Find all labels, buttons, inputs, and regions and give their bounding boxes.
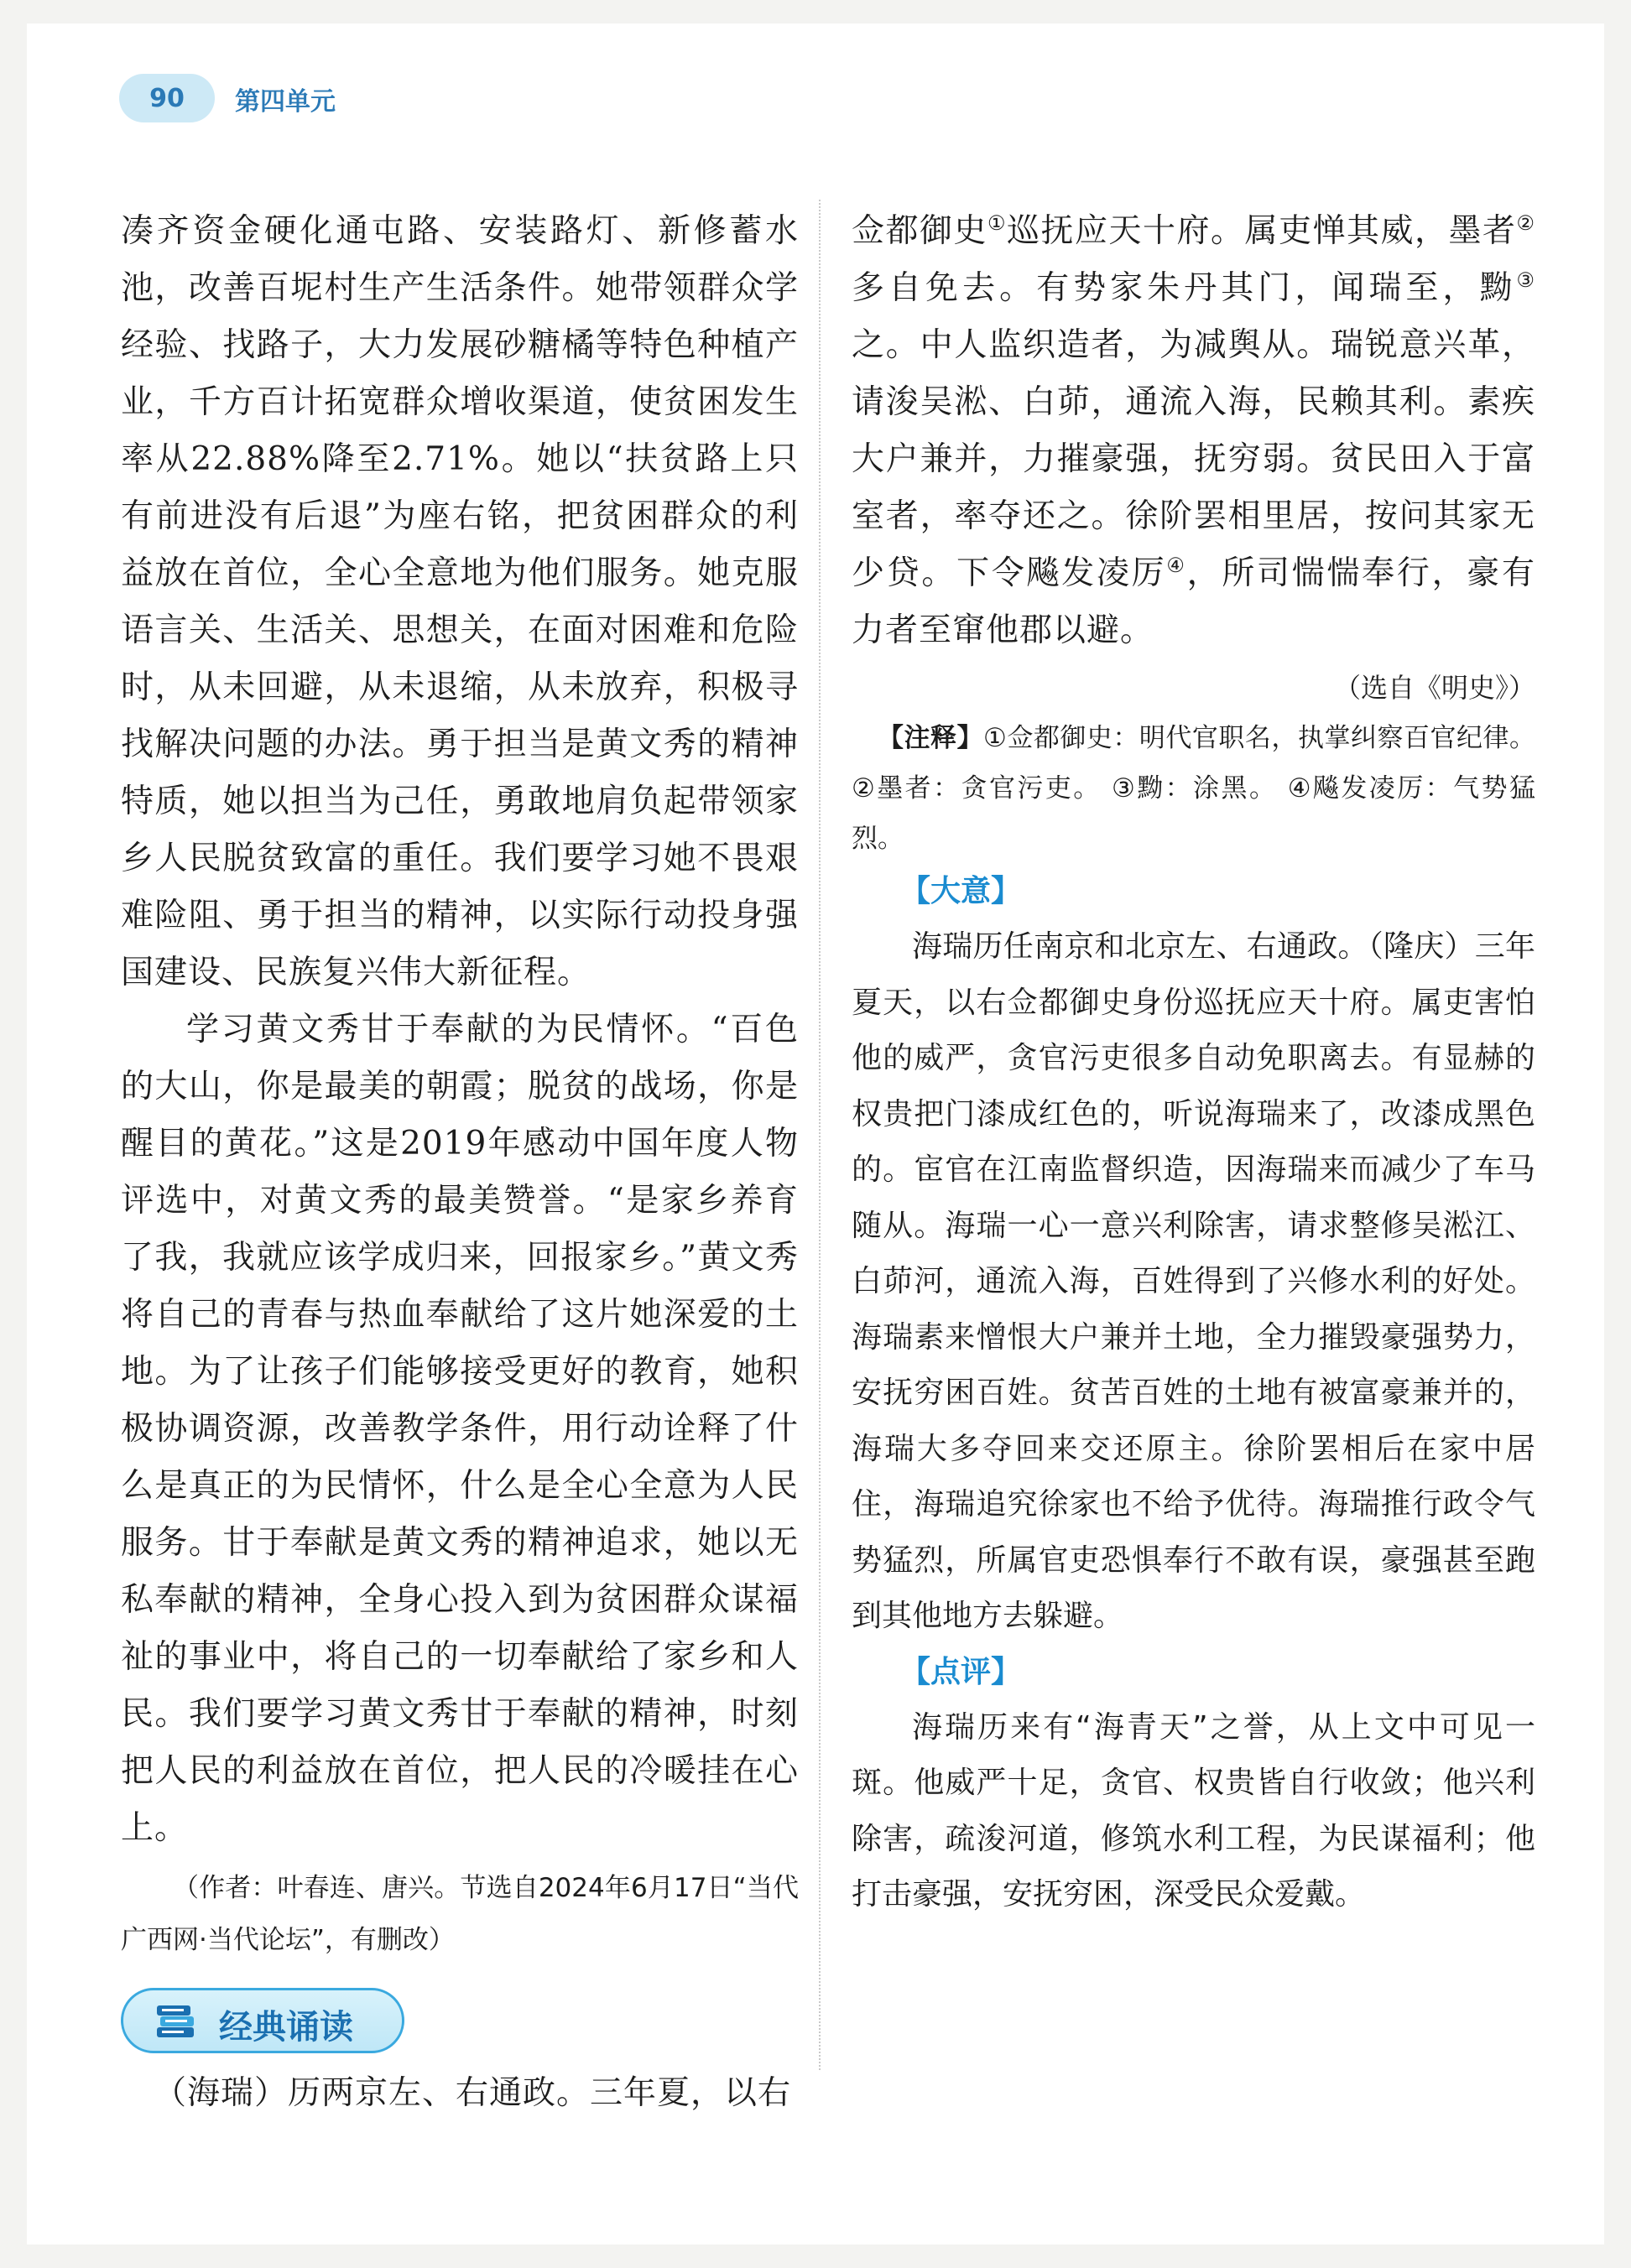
page-number: 90	[119, 74, 215, 122]
classic-seg-e: ，所司惴惴奉行，豪有力者至窜他郡以避。	[852, 554, 1535, 649]
article-paragraph-1: 凑齐资金硬化通屯路、安装路灯、新修蓄水池，改善百坭村生产生活条件。她带领群众学经验、找路子，大力发展砂糖橘等特色种植产业，千方百计拓宽群众增收渠道，使贫困发生率从22.88%降至2.71%。她以“扶贫路上只有前进没有后退”为座右铭，把贫困群众的利益放在首位，全心全意地为他们服务。她克服语言关、生活关、思想关，在面对困难和危险时，从未回避，从未退缩，从未放弃，积极寻找解决问题的办法。勇于担当是黄文秀的精神特质，她以担当为己任，勇敢地肩负起带领家乡人民脱贫致富的重任。我们要学习她不畏艰难险阻、勇于担当的精神，以实际行动投身强国建设、民族复兴伟大新征程。	[121, 212, 799, 991]
dayi-heading: 【大意】	[900, 874, 1022, 908]
dianping-heading: 【点评】	[900, 1654, 1022, 1689]
dayi-text: 海瑞历任南京和北京左、右通政。（隆庆）三年夏天，以右佥都御史身份巡抚应天十府。属吏害怕他的威严，贪官污吏很多自动免职离去。有显赫的权贵把门漆成红色的，听说海瑞来了，改漆成黑色的。宦官在江南监督织造，因海瑞来而减少了车马随从。海瑞一心一意兴利除害，请求整修吴淞江、白茆河，通流入海，百姓得到了兴修水利的好处。海瑞素来憎恨大户兼并土地，全力摧毁豪强势力，安抚穷困百姓。贫苦百姓的土地有被富豪兼并的，海瑞大多夺回来交还原主。徐阶罢相后在家中居住，海瑞追究徐家也不给予优待。海瑞推行政令气势猛烈，所属官吏恐惧奉行不敢有误，豪强甚至跑到其他地方去躲避。	[852, 929, 1535, 1633]
note-ref-3: ③	[1516, 268, 1535, 292]
dianping-text: 海瑞历来有“海青天”之誉，从上文中可见一斑。他威严十足，贪官、权贵皆自行收敛；他兴利除害，疏浚河道，修筑水利工程，为民谋福利；他打击豪强，安抚穷困，深受民众爱戴。	[852, 1709, 1535, 1912]
article-paragraph-2: 学习黄文秀甘于奉献的为民情怀。“百色的大山，你是最美的朝霞；脱贫的战场，你是醒目的黄花。”这是2019年感动中国年度人物评选中，对黄文秀的最美赞誉。“是家乡养育了我，我就应该学成归来，回报家乡。”黄文秀将自己的青春与热血奉献给了这片她深爱的土地。为了让孩子们能够接受更好的教育，她积极协调资源，改善教学条件，用行动诠释了什么是真正的为民情怀，什么是全心全意为人民服务。甘于奉献是黄文秀的精神追求，她以无私奉献的精神，全身心投入到为贫困群众谋福祉的事业中，将自己的一切奉献给了家乡和人民。我们要学习黄文秀甘于奉献的精神，时刻把人民的利益放在首位，把人民的冷暖挂在心上。	[121, 1011, 799, 1847]
note-ref-2: ②	[1516, 211, 1535, 235]
classic-seg-c: 多自免去。有势家朱丹其门，闻瑞至，黝	[852, 269, 1517, 307]
note-ref-1: ①	[987, 211, 1008, 235]
column-divider	[819, 200, 821, 2070]
classic-source: （选自《明史》）	[1333, 672, 1535, 704]
unit-title: 第四单元	[235, 87, 336, 117]
banner-title: 经典诵读	[219, 2008, 353, 2047]
notes-label: 【注释】	[878, 723, 984, 753]
note-ref-4: ④	[1166, 554, 1187, 577]
classic-text	[852, 203, 1535, 659]
notes-text: ①佥都御史：明代官职名，执掌纠察百官纪律。 ②墨者：贪官污吏。 ③黝：涂黑。 ④飚发凌厉：气势猛烈。	[852, 723, 1536, 854]
notes-section	[852, 713, 1535, 864]
classic-reading-banner	[121, 1988, 404, 2053]
classic-text-start: （海瑞）历两京左、右通政。三年夏，以右	[154, 2074, 792, 2112]
page	[27, 23, 1604, 2245]
books-icon	[154, 2002, 197, 2041]
classic-seg-d: 之。中人监织造者，为减舆从。瑞锐意兴革，请浚吴淞、白茆，通流入海，民赖其利。素疾大户兼并，力摧豪强，抚穷弱。贫民田入于富室者，率夺还之。徐阶罢相里居，按问其家无少贷。下令飚发凌厉	[852, 326, 1535, 592]
classic-seg-b: 巡抚应天十府。属吏惮其威，墨者	[1007, 212, 1517, 250]
classic-seg-a: 佥都御史	[852, 212, 987, 250]
right-column	[852, 203, 1535, 1923]
article-source: （作者：叶春连、唐兴。节选自2024年6月17日“当代广西网·当代论坛”，有删改）	[121, 1873, 799, 1955]
left-column	[121, 203, 799, 2122]
